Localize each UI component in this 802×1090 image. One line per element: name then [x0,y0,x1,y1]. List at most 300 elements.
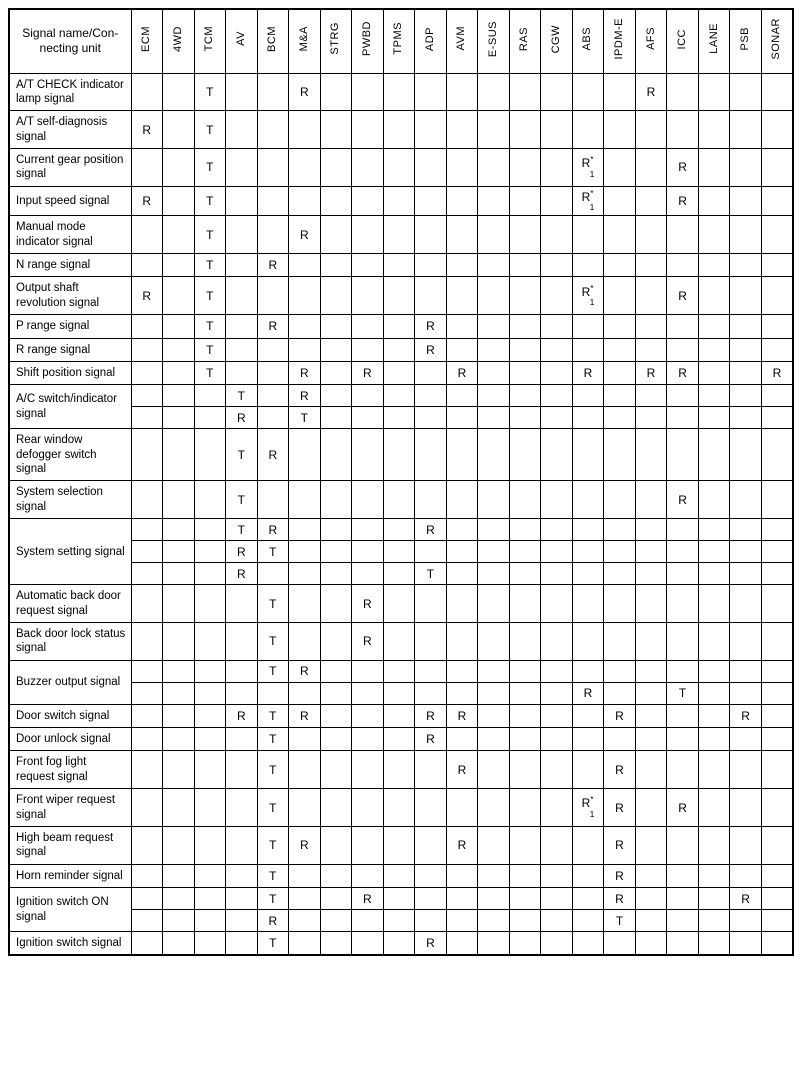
mark-cell-abs [572,186,604,216]
mark-cell-avm [446,186,478,216]
mark-cell-adp [415,826,447,864]
mark-cell-cgw [541,728,573,751]
mark-cell-tpms [383,789,415,827]
mark-cell-pwbd [352,277,384,315]
mark-cell-av [226,789,258,827]
mark-cell-psb [730,385,762,407]
mark-cell-av [226,864,258,887]
mark-cell-psb [730,429,762,481]
mark-cell-e-sus [478,585,510,623]
mark-cell-bcm: T [257,826,289,864]
mark-cell-tpms [383,338,415,361]
mark-cell-psb [730,826,762,864]
mark-cell-bcm: R [257,519,289,541]
mark-cell-tpms [383,751,415,789]
mark-cell-tcm [194,932,226,956]
mark-cell-psb [730,910,762,932]
mark-cell-av [226,338,258,361]
mark-cell-strg [320,519,352,541]
mark-cell-tpms [383,254,415,277]
mark-cell-psb [730,315,762,338]
mark-cell-av [226,277,258,315]
signal-name: N range signal [9,254,131,277]
mark-cell-m-a: R [289,216,321,254]
mark-cell-lane [698,826,730,864]
mark-cell-pwbd: R [352,622,384,660]
column-header-m-a [289,9,321,73]
mark-cell-cgw [541,111,573,149]
mark-cell-adp [415,186,447,216]
mark-cell-psb [730,660,762,682]
signal-row [9,338,793,361]
mark-cell-cgw [541,888,573,910]
mark-cell-psb [730,932,762,956]
signal-name: Horn reminder signal [9,864,131,887]
signal-row [9,728,793,751]
mark-cell-avm [446,429,478,481]
mark-cell-icc [667,519,699,541]
mark-cell-tcm [194,888,226,910]
mark-cell-abs [572,429,604,481]
column-header-label: IPDM-E [612,18,625,60]
mark-cell-avm: R [446,826,478,864]
mark-cell-icc [667,315,699,338]
mark-cell-bcm: T [257,932,289,956]
mark-cell-4wd [163,789,195,827]
mark-cell-avm [446,563,478,585]
mark-cell-e-sus [478,429,510,481]
mark-cell-ecm [131,751,163,789]
mark-cell-avm: R [446,751,478,789]
mark-cell-tpms [383,660,415,682]
column-header-label: AVM [455,26,468,52]
can-signal-table [8,8,794,956]
signal-row [9,751,793,789]
mark-cell-e-sus [478,660,510,682]
mark-cell-sonar [761,585,793,623]
mark-cell-av [226,111,258,149]
mark-cell-bcm [257,149,289,187]
mark-cell-lane [698,111,730,149]
mark-cell-ecm [131,682,163,704]
mark-cell-m-a [289,585,321,623]
mark-cell-adp [415,216,447,254]
mark-cell-4wd [163,888,195,910]
mark-cell-strg [320,216,352,254]
mark-cell-bcm [257,111,289,149]
mark-cell-av: T [226,481,258,519]
mark-cell-pwbd [352,660,384,682]
mark-cell-av [226,751,258,789]
mark-cell-av: R [226,704,258,727]
table-body [9,73,793,955]
mark-cell-bcm [257,361,289,384]
mark-cell-tpms [383,888,415,910]
mark-cell-abs [572,585,604,623]
mark-cell-icc: R [667,481,699,519]
mark-cell-ecm [131,826,163,864]
mark-cell-cgw [541,704,573,727]
mark-cell-m-a [289,277,321,315]
mark-cell-tcm: T [194,186,226,216]
mark-cell-tcm: T [194,216,226,254]
mark-cell-m-a: R [289,704,321,727]
mark-cell-lane [698,361,730,384]
signal-row [9,73,793,111]
column-header-label: RAS [518,26,531,51]
mark-cell-abs [572,789,604,827]
mark-cell-lane [698,910,730,932]
mark-cell-abs [572,481,604,519]
mark-cell-strg [320,73,352,111]
mark-cell-pwbd [352,254,384,277]
mark-cell-tpms [383,682,415,704]
mark-cell-sonar [761,660,793,682]
mark-cell-ras [509,888,541,910]
column-header-e-sus [478,9,510,73]
mark-cell-psb [730,519,762,541]
mark-cell-adp [415,385,447,407]
mark-cell-sonar [761,751,793,789]
mark-cell-icc [667,111,699,149]
mark-cell-tcm [194,704,226,727]
mark-cell-ecm [131,622,163,660]
mark-cell-afs [635,563,667,585]
mark-cell-psb [730,149,762,187]
mark-cell-strg [320,111,352,149]
mark-cell-abs [572,864,604,887]
mark-cell-sonar [761,385,793,407]
column-header-label: STRG [329,22,342,56]
mark-cell-afs [635,541,667,563]
mark-cell-sonar [761,622,793,660]
mark-cell-lane [698,149,730,187]
mark-cell-ras [509,660,541,682]
mark-cell-cgw [541,660,573,682]
mark-cell-cgw [541,563,573,585]
signal-row [9,789,793,827]
mark-cell-4wd [163,541,195,563]
mark-cell-cgw [541,73,573,111]
mark-cell-bcm: T [257,704,289,727]
mark-cell-sonar [761,728,793,751]
mark-cell-pwbd [352,429,384,481]
mark-cell-e-sus [478,481,510,519]
mark-cell-4wd [163,519,195,541]
mark-cell-strg [320,541,352,563]
mark-cell-tpms [383,541,415,563]
mark-cell-e-sus [478,789,510,827]
mark-cell-ecm [131,407,163,429]
mark-cell-tcm [194,519,226,541]
mark-cell-tcm [194,660,226,682]
mark-cell-av [226,660,258,682]
column-header-label: AFS [644,27,657,51]
mark-cell-ecm [131,315,163,338]
mark-cell-adp [415,111,447,149]
mark-cell-icc [667,864,699,887]
mark-cell-av [226,910,258,932]
mark-cell-ras [509,429,541,481]
mark-cell-lane [698,932,730,956]
mark-cell-bcm: T [257,622,289,660]
mark-cell-ras [509,519,541,541]
mark-cell-adp [415,361,447,384]
mark-cell-4wd [163,186,195,216]
column-header-bcm [257,9,289,73]
mark-cell-bcm [257,385,289,407]
mark-cell-bcm [257,563,289,585]
mark-cell-ras [509,826,541,864]
mark-cell-4wd [163,73,195,111]
signal-row [9,186,793,216]
mark-cell-ecm [131,385,163,407]
mark-cell-m-a: R [289,385,321,407]
column-header-label: 4WD [171,25,184,52]
mark-cell-psb [730,216,762,254]
mark-cell-ipdm-e [604,541,636,563]
mark-cell-tcm: T [194,361,226,384]
signal-name: Shift position signal [9,361,131,384]
mark-cell-icc [667,216,699,254]
mark-cell-e-sus [478,361,510,384]
mark-cell-afs [635,429,667,481]
mark-cell-icc [667,385,699,407]
mark-cell-e-sus [478,254,510,277]
column-header-label: M&A [297,26,310,52]
mark-cell-pwbd [352,704,384,727]
column-header-label: ABS [581,26,594,51]
signal-row [9,361,793,384]
mark-cell-cgw [541,751,573,789]
mark-cell-ecm [131,519,163,541]
mark-with-footnote: R* 1 [581,794,595,819]
column-header-label: BCM [266,25,279,52]
mark-cell-ecm: R [131,277,163,315]
mark-cell-ras [509,751,541,789]
mark-cell-cgw [541,789,573,827]
mark-cell-av [226,361,258,384]
column-header-label: AV [234,31,247,47]
mark-cell-sonar [761,407,793,429]
mark-cell-ipdm-e [604,660,636,682]
signal-name: A/T CHECK indicator lamp signal [9,73,131,111]
mark-cell-av: R [226,407,258,429]
mark-cell-cgw [541,429,573,481]
mark-cell-ecm [131,541,163,563]
mark-cell-avm [446,789,478,827]
mark-cell-adp: T [415,563,447,585]
mark-cell-av: T [226,429,258,481]
mark-cell-e-sus [478,186,510,216]
mark-cell-ipdm-e [604,216,636,254]
signal-name: Output shaft revolution signal [9,277,131,315]
mark-cell-e-sus [478,385,510,407]
mark-cell-adp [415,585,447,623]
mark-cell-cgw [541,407,573,429]
mark-cell-ecm [131,932,163,956]
column-header-label: LANE [707,23,720,55]
column-header-strg [320,9,352,73]
mark-cell-m-a [289,864,321,887]
mark-cell-cgw [541,541,573,563]
mark-cell-lane [698,385,730,407]
mark-cell-adp: R [415,519,447,541]
mark-cell-pwbd [352,682,384,704]
mark-cell-4wd [163,563,195,585]
mark-cell-ipdm-e [604,186,636,216]
mark-cell-tcm [194,751,226,789]
mark-cell-psb: R [730,704,762,727]
mark-cell-strg [320,728,352,751]
mark-cell-av [226,622,258,660]
mark-cell-ipdm-e [604,73,636,111]
mark-cell-pwbd [352,519,384,541]
mark-cell-abs [572,728,604,751]
mark-cell-tpms [383,585,415,623]
mark-cell-ras [509,277,541,315]
mark-cell-4wd [163,254,195,277]
mark-cell-strg [320,826,352,864]
mark-cell-ras [509,622,541,660]
mark-cell-afs [635,682,667,704]
mark-cell-m-a [289,563,321,585]
mark-cell-abs [572,385,604,407]
mark-cell-pwbd [352,751,384,789]
mark-cell-abs [572,315,604,338]
column-header-label: PSB [739,26,752,51]
column-header-label: SONAR [770,17,783,60]
mark-cell-avm [446,888,478,910]
mark-cell-icc [667,563,699,585]
mark-cell-tpms [383,149,415,187]
signal-name: P range signal [9,315,131,338]
mark-cell-psb [730,254,762,277]
mark-cell-pwbd [352,541,384,563]
mark-cell-adp [415,277,447,315]
mark-cell-cgw [541,519,573,541]
mark-cell-tpms [383,728,415,751]
mark-cell-bcm: T [257,789,289,827]
mark-cell-lane [698,315,730,338]
mark-cell-sonar [761,429,793,481]
mark-cell-sonar [761,254,793,277]
mark-cell-adp: R [415,728,447,751]
mark-cell-tpms [383,277,415,315]
mark-cell-avm [446,864,478,887]
mark-cell-ipdm-e [604,622,636,660]
mark-cell-psb [730,338,762,361]
mark-cell-tcm [194,789,226,827]
mark-cell-pwbd: R [352,888,384,910]
mark-cell-afs [635,254,667,277]
column-header-label: E-SUS [486,20,499,57]
mark-cell-strg [320,338,352,361]
mark-cell-icc [667,407,699,429]
mark-cell-icc: R [667,149,699,187]
mark-cell-m-a [289,789,321,827]
mark-cell-sonar [761,481,793,519]
mark-cell-strg [320,585,352,623]
mark-cell-ipdm-e [604,407,636,429]
mark-cell-4wd [163,385,195,407]
mark-cell-ecm [131,149,163,187]
mark-cell-m-a [289,751,321,789]
mark-cell-e-sus [478,622,510,660]
mark-cell-bcm [257,407,289,429]
signal-row [9,277,793,315]
mark-cell-m-a [289,682,321,704]
mark-cell-abs [572,622,604,660]
mark-cell-e-sus [478,751,510,789]
mark-cell-ras [509,73,541,111]
mark-cell-psb [730,585,762,623]
mark-cell-lane [698,728,730,751]
column-header-label: CGW [549,24,562,53]
column-header-label: TCM [203,26,216,52]
mark-cell-ipdm-e [604,585,636,623]
mark-cell-sonar [761,932,793,956]
mark-cell-adp [415,682,447,704]
mark-cell-strg [320,864,352,887]
mark-cell-av [226,932,258,956]
mark-cell-bcm: T [257,864,289,887]
mark-cell-afs [635,622,667,660]
mark-cell-m-a [289,519,321,541]
mark-cell-abs [572,563,604,585]
mark-cell-pwbd [352,111,384,149]
signal-name: R range signal [9,338,131,361]
mark-cell-psb [730,622,762,660]
mark-cell-ipdm-e: R [604,826,636,864]
mark-cell-cgw [541,622,573,660]
mark-cell-av [226,254,258,277]
mark-cell-ipdm-e: R [604,751,636,789]
mark-cell-ras [509,704,541,727]
mark-cell-adp [415,73,447,111]
mark-cell-icc [667,826,699,864]
mark-cell-adp [415,541,447,563]
mark-with-footnote: R* 1 [581,154,595,179]
mark-cell-m-a [289,541,321,563]
header-row [9,9,793,73]
mark-cell-afs [635,728,667,751]
mark-cell-4wd [163,751,195,789]
column-header-ecm [131,9,163,73]
mark-cell-ras [509,910,541,932]
mark-cell-m-a [289,910,321,932]
mark-cell-e-sus [478,728,510,751]
mark-cell-afs [635,585,667,623]
mark-cell-tcm: T [194,277,226,315]
mark-cell-strg [320,254,352,277]
mark-cell-strg [320,622,352,660]
mark-cell-afs [635,481,667,519]
mark-cell-abs [572,338,604,361]
mark-cell-ras [509,481,541,519]
mark-cell-sonar [761,563,793,585]
mark-cell-4wd [163,338,195,361]
mark-cell-afs [635,385,667,407]
mark-cell-4wd [163,910,195,932]
mark-cell-lane [698,277,730,315]
mark-cell-adp: R [415,338,447,361]
mark-cell-tcm [194,682,226,704]
mark-cell-e-sus [478,682,510,704]
signal-row [9,385,793,407]
mark-cell-m-a: R [289,361,321,384]
mark-cell-ras [509,385,541,407]
